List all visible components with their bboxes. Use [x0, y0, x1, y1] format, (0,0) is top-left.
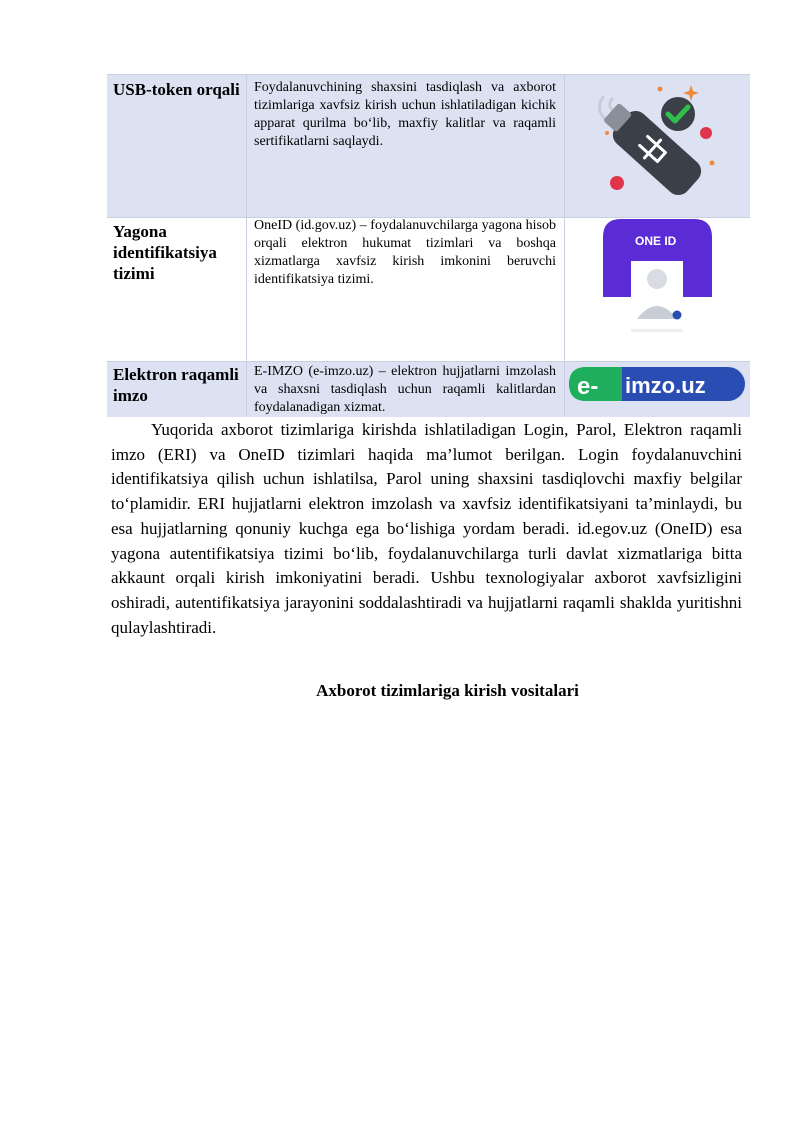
row-label: Elektron raqamli imzo [113, 365, 239, 405]
table-row [107, 75, 750, 217]
table-row [107, 217, 750, 361]
row-label: Yagona identifikatsiya tizimi [113, 222, 217, 283]
section-caption: Axborot tizimlariga kirish vositalari [316, 681, 579, 700]
svg-text:e-: e- [577, 373, 599, 400]
e-imzo-logo-text: imzo.uz [625, 373, 706, 398]
row-description: OneID (id.gov.uz) – foydalanuvchilarga yagona hisob orqali elektron hukumat tizimlari va boshqa xizmatlarga xavfsiz kirish imkonini beruvchi identifikatsiya tizimi. [254, 218, 556, 287]
row-label: USB-token orqali [113, 80, 240, 99]
table-row [107, 361, 750, 417]
row-description: Foydalanuvchining shaxsini tasdiqlash va axborot tizimlariga xavfsiz kirish uchun ishlatiladigan kichik apparat qurilma bo‘lib, maxfiy kalitlar va raqamli sertifikatlarni saqlaydi. [254, 80, 556, 149]
oneid-logo-icon [565, 217, 750, 361]
usb-token-icon [565, 75, 750, 217]
e-imzo-logo-icon [565, 361, 750, 417]
row-description: E-IMZO (e-imzo.uz) – elektron hujjatlarni imzolash va shaxsni tasdiqlash uchun raqamli kalitlardan foydalanadigan xizmat. [254, 364, 556, 415]
oneid-logo-text: ONE ID [635, 234, 677, 248]
access-tools-table [107, 74, 750, 417]
body-paragraph: Yuqorida axborot tizimlariga kirishda ishlatiladigan Login, Parol, Elektron raqamli imzo (ERI) va OneID tizimlari haqida ma’lumot berilgan. Login foydalanuvchini identifikatsiya qilish uchun ishlatilsa, Parol uning shaxsini tasdiqlovchi maxfiy belgilar to‘plamidir. ERI hujjatlarni elektron imzolash va xavfsiz identifikatsiyani ta’minlaydi, bu esa hujjatlarning qonuniy kuchga ega bo‘lishiga yordam beradi. id.egov.uz (OneID) esa yagona autentifikatsiya tizimi bo‘lib, foydalanuvchilarga turli davlat xizmatlariga bitta akkaunt orqali kirish imkoniyatini beradi. Ushbu texnologiyalar axborot xavfsizligini oshiradi, autentifikatsiya jarayonini soddalashtiradi va hujjatlarni raqamli shaklda yuritishni qulaylashtiradi. [111, 420, 742, 637]
